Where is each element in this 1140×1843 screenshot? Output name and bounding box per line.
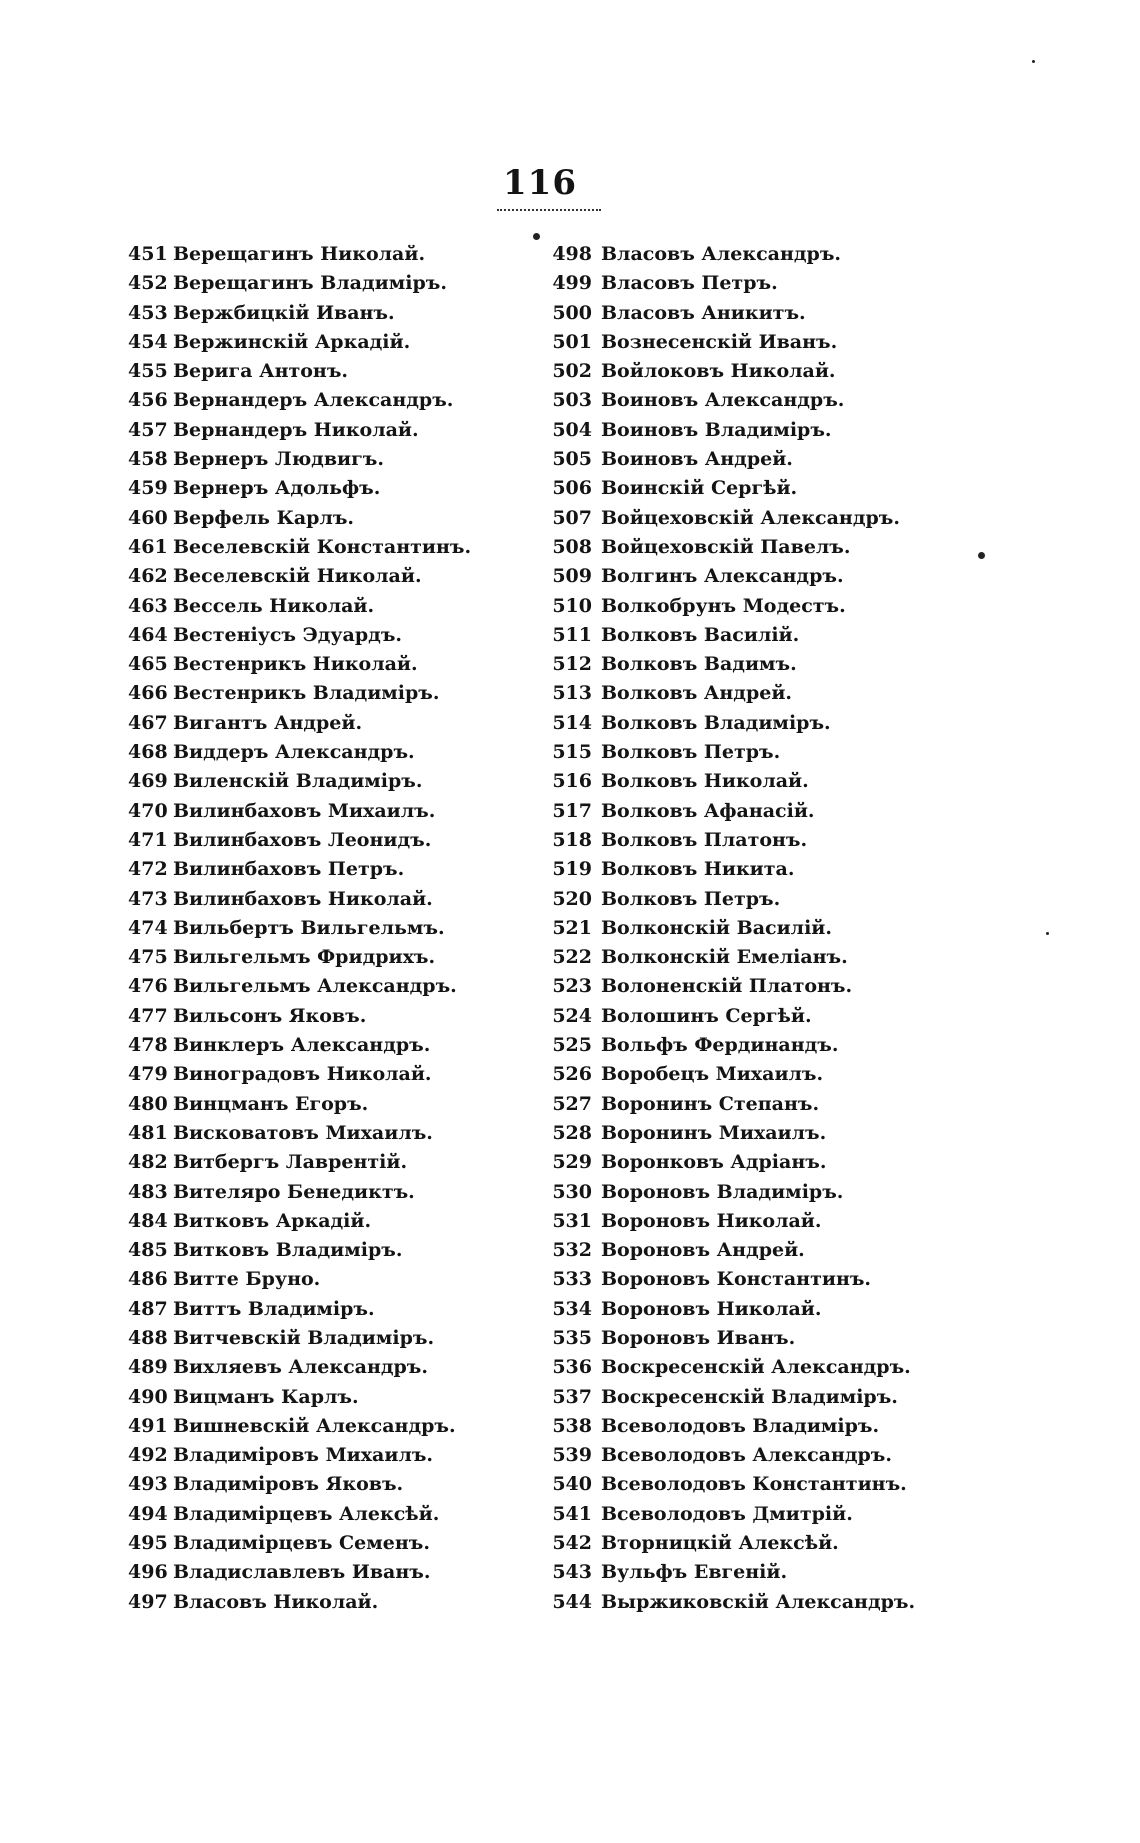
list-item	[540, 1529, 1010, 1558]
entry-name: Вишневскiй Александръ.	[173, 1414, 456, 1437]
entry-number: 494	[128, 1502, 168, 1525]
entry-name: Виттъ Владимiръ.	[173, 1297, 375, 1320]
entry-name: Вильбертъ Вильгельмъ.	[173, 916, 445, 939]
entry-number: 541	[552, 1502, 592, 1525]
entry-name: Веселевскiй Константинъ.	[173, 535, 472, 558]
list-item	[128, 738, 528, 767]
entry-number: 489	[128, 1356, 168, 1379]
entry-number: 453	[128, 301, 168, 324]
entry-number: 506	[552, 477, 592, 500]
list-item	[128, 1295, 528, 1324]
entry-name: Вессель Николай.	[173, 594, 375, 617]
entry-number: 532	[552, 1239, 592, 1262]
entry-number: 490	[128, 1385, 168, 1408]
entry-number: 534	[552, 1297, 592, 1320]
entry-name: Вестенрикъ Владимiръ.	[173, 682, 440, 705]
entry-number: 499	[552, 272, 592, 295]
list-item	[128, 1148, 528, 1177]
list-item	[540, 914, 1010, 943]
entry-number: 498	[552, 243, 592, 265]
entry-number: 465	[128, 653, 168, 676]
entry-name: Владимiрцевъ Алексѣй.	[173, 1502, 440, 1525]
entry-number: 511	[552, 623, 592, 646]
page-number-rule	[497, 209, 601, 211]
list-item	[540, 1265, 1010, 1294]
entry-number: 473	[128, 887, 168, 910]
entry-name: Всеволодовъ Константинъ.	[601, 1473, 907, 1496]
list-item	[540, 1031, 1010, 1060]
entry-number: 474	[128, 916, 168, 939]
list-item	[540, 767, 1010, 796]
entry-name: Вороновъ Николай.	[601, 1297, 822, 1320]
entry-number: 477	[128, 1004, 168, 1027]
entry-number: 454	[128, 330, 168, 353]
entry-name: Вителяро Бенедиктъ.	[173, 1180, 415, 1203]
list-item	[128, 1236, 528, 1265]
entry-name: Власовъ Николай.	[173, 1590, 379, 1613]
list-item	[540, 1002, 1010, 1031]
entry-name: Всеволодовъ Владимiръ.	[601, 1414, 880, 1437]
entry-number: 529	[552, 1151, 592, 1174]
entry-name: Воиновъ Александръ.	[601, 389, 845, 412]
entry-number: 461	[128, 535, 168, 558]
list-item	[128, 1412, 528, 1441]
entry-number: 459	[128, 477, 168, 500]
entry-number: 452	[128, 272, 168, 295]
entry-number: 535	[552, 1326, 592, 1349]
list-item	[540, 1470, 1010, 1499]
entry-name: Вилинбаховъ Николай.	[173, 887, 433, 910]
entry-name: Владимiровъ Яковъ.	[173, 1473, 404, 1496]
list-item	[540, 650, 1010, 679]
entry-number: 480	[128, 1092, 168, 1115]
list-item	[128, 445, 528, 474]
list-item	[540, 1060, 1010, 1089]
entry-number: 504	[552, 418, 592, 441]
list-item	[540, 797, 1010, 826]
entry-name: Владимiровъ Михаилъ.	[173, 1444, 434, 1467]
list-item	[128, 709, 528, 738]
list-item	[540, 885, 1010, 914]
list-item	[128, 1529, 528, 1558]
entry-name: Волковъ Вадимъ.	[601, 653, 797, 676]
entry-name: Вилинбаховъ Михаилъ.	[173, 799, 436, 822]
entry-name: Волгинъ Александръ.	[601, 565, 844, 588]
entry-name: Воробецъ Михаилъ.	[601, 1063, 824, 1086]
entry-name: Вороновъ Владимiръ.	[601, 1180, 844, 1203]
entry-name: Вороновъ Николай.	[601, 1209, 822, 1232]
list-item	[540, 1207, 1010, 1236]
entry-name: Волковъ Афанасiй.	[601, 799, 815, 822]
list-item	[128, 679, 528, 708]
entry-number: 458	[128, 448, 168, 471]
entry-name: Войлоковъ Николай.	[601, 360, 836, 383]
entry-number: 487	[128, 1297, 168, 1320]
entry-name: Висковатовъ Михаилъ.	[173, 1121, 433, 1144]
entry-number: 519	[552, 858, 592, 881]
entry-number: 486	[128, 1268, 168, 1291]
entry-number: 463	[128, 594, 168, 617]
entry-number: 500	[552, 301, 592, 324]
entry-name: Волковъ Андрей.	[601, 682, 793, 705]
entry-number: 475	[128, 946, 168, 969]
list-item	[128, 1090, 528, 1119]
entry-number: 543	[552, 1561, 592, 1584]
list-item	[540, 855, 1010, 884]
entry-number: 518	[552, 828, 592, 851]
entry-number: 524	[552, 1004, 592, 1027]
entry-name: Вороновъ Иванъ.	[601, 1326, 796, 1349]
list-item	[128, 885, 528, 914]
list-item	[128, 562, 528, 591]
list-item	[540, 826, 1010, 855]
entry-number: 527	[552, 1092, 592, 1115]
list-item	[540, 504, 1010, 533]
entry-name: Владиславлевъ Иванъ.	[173, 1561, 431, 1584]
entry-name: Воронинъ Степанъ.	[601, 1092, 820, 1115]
entry-name: Волкобрунъ Модестъ.	[601, 594, 846, 617]
entry-number: 481	[128, 1121, 168, 1144]
entry-number: 515	[552, 741, 592, 764]
entry-name: Власовъ Александръ.	[601, 243, 842, 265]
entry-name: Вержбицкiй Иванъ.	[173, 301, 395, 324]
list-item	[128, 650, 528, 679]
entry-name: Всеволодовъ Александръ.	[601, 1444, 892, 1467]
list-item	[540, 1412, 1010, 1441]
list-item	[128, 328, 528, 357]
entry-number: 491	[128, 1414, 168, 1437]
entry-name: Вороновъ Андрей.	[601, 1239, 805, 1262]
list-item	[128, 1324, 528, 1353]
entry-name: Воронинъ Михаилъ.	[601, 1121, 827, 1144]
entry-name: Верещагинъ Николай.	[173, 243, 426, 265]
entry-name: Волковъ Никита.	[601, 858, 795, 881]
entry-name: Вилинбаховъ Петръ.	[173, 858, 405, 881]
entry-number: 508	[552, 535, 592, 558]
print-speck	[1046, 932, 1049, 935]
entry-name: Витте Бруно.	[173, 1268, 321, 1291]
entry-name: Витчевскiй Владимiръ.	[173, 1326, 435, 1349]
entry-name: Витковъ Владимiръ.	[173, 1239, 403, 1262]
list-item	[540, 1324, 1010, 1353]
list-item	[540, 533, 1010, 562]
list-item	[128, 1031, 528, 1060]
list-item	[540, 1441, 1010, 1470]
entry-name: Витковъ Аркадiй.	[173, 1209, 372, 1232]
entry-number: 497	[128, 1590, 168, 1613]
list-item	[128, 504, 528, 533]
list-item	[128, 855, 528, 884]
entry-number: 495	[128, 1532, 168, 1555]
entry-number: 456	[128, 389, 168, 412]
list-item	[540, 1090, 1010, 1119]
list-item	[128, 1558, 528, 1587]
entry-number: 455	[128, 360, 168, 383]
entry-number: 530	[552, 1180, 592, 1203]
list-item	[128, 767, 528, 796]
list-item	[128, 1060, 528, 1089]
entry-number: 485	[128, 1239, 168, 1262]
entry-number: 470	[128, 799, 168, 822]
entry-name: Войцеховскiй Павелъ.	[601, 535, 851, 558]
entry-number: 482	[128, 1151, 168, 1174]
entry-number: 468	[128, 741, 168, 764]
list-item	[128, 1178, 528, 1207]
entry-number: 483	[128, 1180, 168, 1203]
list-item	[128, 1002, 528, 1031]
list-item	[540, 621, 1010, 650]
entry-name: Выржиковскiй Александръ.	[601, 1590, 916, 1613]
entry-name: Виленскiй Владимiръ.	[173, 770, 423, 793]
list-item	[128, 269, 528, 298]
entry-number: 517	[552, 799, 592, 822]
list-item	[128, 592, 528, 621]
list-item	[128, 474, 528, 503]
entry-number: 496	[128, 1561, 168, 1584]
list-item	[540, 269, 1010, 298]
list-item	[540, 592, 1010, 621]
list-item	[540, 679, 1010, 708]
entry-number: 493	[128, 1473, 168, 1496]
entry-number: 469	[128, 770, 168, 793]
entry-number: 501	[552, 330, 592, 353]
entry-number: 513	[552, 682, 592, 705]
name-list-right-column	[540, 240, 1010, 1617]
entry-name: Вернеръ Людвигъ.	[173, 448, 384, 471]
entry-name: Вильсонъ Яковъ.	[173, 1004, 367, 1027]
name-list-left-column	[128, 240, 528, 1617]
entry-number: 478	[128, 1034, 168, 1057]
entry-number: 488	[128, 1326, 168, 1349]
entry-number: 525	[552, 1034, 592, 1057]
list-item	[540, 445, 1010, 474]
list-item	[540, 416, 1010, 445]
entry-number: 471	[128, 828, 168, 851]
entry-name: Волковъ Василiй.	[601, 623, 800, 646]
list-item	[128, 826, 528, 855]
entry-name: Вицманъ Карлъ.	[173, 1385, 359, 1408]
entry-name: Волконскiй Емелiанъ.	[601, 946, 848, 969]
entry-number: 472	[128, 858, 168, 881]
entry-name: Вернандеръ Александръ.	[173, 389, 454, 412]
list-item	[128, 621, 528, 650]
entry-name: Воиновъ Владимiръ.	[601, 418, 832, 441]
list-item	[540, 972, 1010, 1001]
list-item	[128, 299, 528, 328]
list-item	[540, 386, 1010, 415]
entry-name: Вильгельмъ Фридрихъ.	[173, 946, 436, 969]
list-item	[540, 1148, 1010, 1177]
entry-name: Волковъ Петръ.	[601, 887, 781, 910]
entry-number: 523	[552, 975, 592, 998]
entry-name: Вульфъ Евгенiй.	[601, 1561, 788, 1584]
entry-number: 538	[552, 1414, 592, 1437]
entry-number: 466	[128, 682, 168, 705]
entry-number: 526	[552, 1063, 592, 1086]
list-item	[128, 1119, 528, 1148]
list-item	[128, 972, 528, 1001]
list-item	[540, 709, 1010, 738]
entry-number: 522	[552, 946, 592, 969]
entry-name: Верфель Карлъ.	[173, 506, 355, 529]
list-item	[540, 1558, 1010, 1587]
entry-name: Вернандеръ Николай.	[173, 418, 419, 441]
entry-number: 533	[552, 1268, 592, 1291]
entry-number: 536	[552, 1356, 592, 1379]
list-item	[540, 1178, 1010, 1207]
list-item	[128, 1265, 528, 1294]
entry-name: Вознесенскiй Иванъ.	[601, 330, 838, 353]
entry-name: Владимiрцевъ Семенъ.	[173, 1532, 430, 1555]
entry-name: Вторницкiй Алексѣй.	[601, 1532, 839, 1555]
entry-name: Волоненскiй Платонъ.	[601, 975, 853, 998]
entry-name: Вернеръ Адольфъ.	[173, 477, 381, 500]
entry-number: 540	[552, 1473, 592, 1496]
entry-number: 464	[128, 623, 168, 646]
list-item	[540, 1500, 1010, 1529]
list-item	[540, 1353, 1010, 1382]
entry-name: Вестенрикъ Николай.	[173, 653, 418, 676]
list-item	[128, 914, 528, 943]
entry-name: Верещагинъ Владимiръ.	[173, 272, 447, 295]
entry-name: Волковъ Петръ.	[601, 741, 781, 764]
entry-name: Волковъ Владимiръ.	[601, 711, 831, 734]
entry-number: 516	[552, 770, 592, 793]
list-item	[128, 1500, 528, 1529]
list-item	[128, 1470, 528, 1499]
list-item	[540, 474, 1010, 503]
entry-number: 505	[552, 448, 592, 471]
entry-name: Власовъ Аникитъ.	[601, 301, 806, 324]
list-item	[128, 1353, 528, 1382]
entry-name: Волковъ Николай.	[601, 770, 809, 793]
entry-number: 528	[552, 1121, 592, 1144]
entry-number: 509	[552, 565, 592, 588]
list-item	[128, 1441, 528, 1470]
entry-name: Войцеховскiй Александръ.	[601, 506, 900, 529]
entry-name: Воронковъ Адрiанъ.	[601, 1151, 827, 1174]
entry-name: Вихляевъ Александръ.	[173, 1356, 428, 1379]
entry-name: Воскресенскiй Владимiръ.	[601, 1385, 898, 1408]
entry-number: 451	[128, 243, 168, 265]
list-item	[540, 738, 1010, 767]
entry-number: 539	[552, 1444, 592, 1467]
list-item	[128, 533, 528, 562]
entry-number: 467	[128, 711, 168, 734]
list-item	[128, 1207, 528, 1236]
entry-number: 476	[128, 975, 168, 998]
entry-number: 510	[552, 594, 592, 617]
list-item	[540, 1119, 1010, 1148]
list-item	[128, 1588, 528, 1617]
entry-name: Винклеръ Александръ.	[173, 1034, 431, 1057]
entry-name: Волконскiй Василiй.	[601, 916, 832, 939]
entry-number: 531	[552, 1209, 592, 1232]
entry-name: Воскресенскiй Александръ.	[601, 1356, 911, 1379]
entry-name: Вестенiусъ Эдуардъ.	[173, 623, 403, 646]
entry-number: 514	[552, 711, 592, 734]
list-item	[540, 1295, 1010, 1324]
list-item	[540, 357, 1010, 386]
print-speck	[533, 233, 540, 240]
list-item	[540, 943, 1010, 972]
list-item	[540, 1383, 1010, 1412]
entry-name: Виддеръ Александръ.	[173, 741, 415, 764]
list-item	[128, 797, 528, 826]
list-item	[540, 1236, 1010, 1265]
page-number: 116	[503, 163, 577, 203]
entry-name: Витбергъ Лаврентiй.	[173, 1151, 408, 1174]
entry-number: 537	[552, 1385, 592, 1408]
list-item	[540, 328, 1010, 357]
entry-number: 507	[552, 506, 592, 529]
print-speck	[1032, 60, 1035, 63]
entry-name: Веселевскiй Николай.	[173, 565, 422, 588]
entry-number: 502	[552, 360, 592, 383]
entry-number: 542	[552, 1532, 592, 1555]
entry-number: 521	[552, 916, 592, 939]
entry-name: Вороновъ Константинъ.	[601, 1268, 872, 1291]
list-item	[128, 943, 528, 972]
entry-name: Воинскiй Сергѣй.	[601, 477, 798, 500]
list-item	[540, 562, 1010, 591]
entry-name: Вольфъ Фердинандъ.	[601, 1034, 839, 1057]
entry-number: 484	[128, 1209, 168, 1232]
entry-name: Винцманъ Егоръ.	[173, 1092, 369, 1115]
print-speck	[978, 552, 985, 559]
entry-name: Верига Антонъ.	[173, 360, 349, 383]
entry-number: 520	[552, 887, 592, 910]
entry-name: Вилинбаховъ Леонидъ.	[173, 828, 432, 851]
entry-name: Виноградовъ Николай.	[173, 1063, 432, 1086]
entry-name: Воиновъ Андрей.	[601, 448, 793, 471]
list-item	[540, 1588, 1010, 1617]
entry-name: Вигантъ Андрей.	[173, 711, 363, 734]
entry-name: Власовъ Петръ.	[601, 272, 778, 295]
entry-name: Вильгельмъ Александръ.	[173, 975, 457, 998]
entry-number: 479	[128, 1063, 168, 1086]
entry-name: Всеволодовъ Дмитрiй.	[601, 1502, 853, 1525]
entry-number: 512	[552, 653, 592, 676]
list-item	[540, 240, 1010, 269]
list-item	[540, 299, 1010, 328]
entry-name: Вержинскiй Аркадiй.	[173, 330, 411, 353]
entry-name: Волковъ Платонъ.	[601, 828, 808, 851]
entry-number: 457	[128, 418, 168, 441]
list-item	[128, 386, 528, 415]
list-item	[128, 357, 528, 386]
entry-number: 544	[552, 1590, 592, 1613]
list-item	[128, 240, 528, 269]
entry-name: Волошинъ Сергѣй.	[601, 1004, 812, 1027]
entry-number: 492	[128, 1444, 168, 1467]
entry-number: 503	[552, 389, 592, 412]
list-item	[128, 1383, 528, 1412]
entry-number: 462	[128, 565, 168, 588]
list-item	[128, 416, 528, 445]
entry-number: 460	[128, 506, 168, 529]
